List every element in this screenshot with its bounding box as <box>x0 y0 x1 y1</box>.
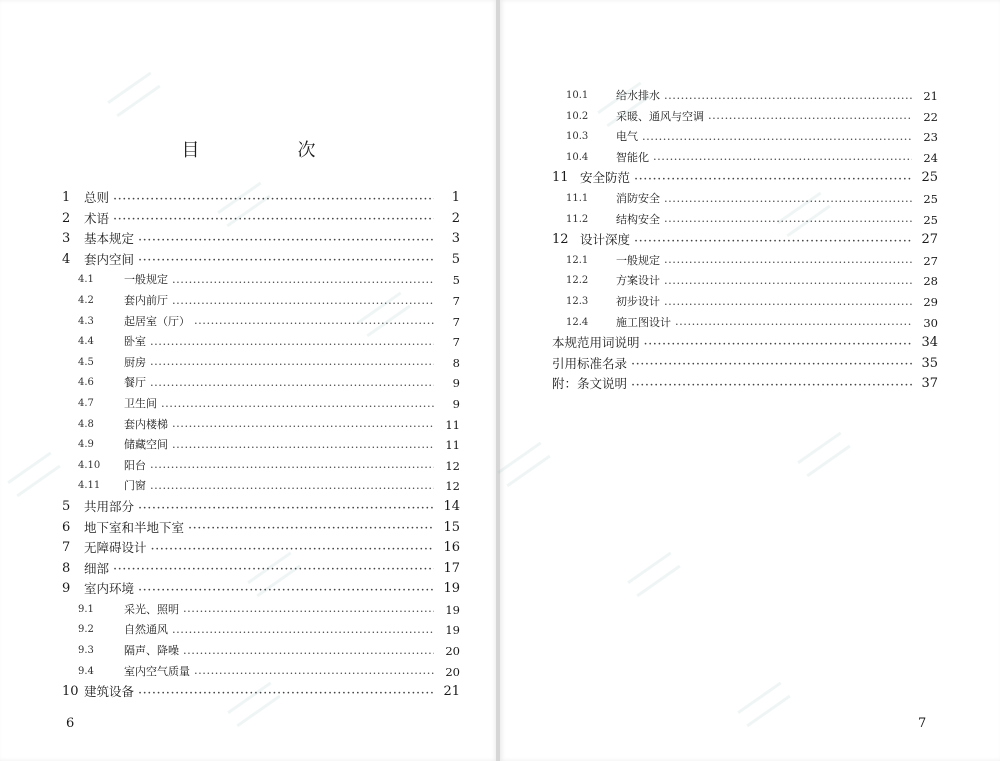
toc-entry[interactable] <box>62 559 460 580</box>
toc-entry-page: 35 <box>921 355 938 371</box>
toc-entry-label: 室内空气质量 <box>124 664 190 678</box>
toc-entry-label: 起居室（厅） <box>124 314 190 328</box>
dot-leader <box>161 397 434 415</box>
toc-entry-label: 卫生间 <box>124 396 157 410</box>
dot-leader <box>631 377 912 395</box>
toc-entry-number: 7 <box>62 540 71 556</box>
toc-entry-number: 4.4 <box>78 336 94 348</box>
toc-entry-number: 11 <box>552 170 569 186</box>
toc-list-right <box>552 86 938 395</box>
toc-entry[interactable] <box>62 497 460 518</box>
dot-leader <box>172 417 434 435</box>
toc-entry-number: 5 <box>62 498 71 514</box>
toc-entry[interactable] <box>62 415 460 436</box>
toc-entry[interactable] <box>62 538 460 559</box>
toc-entry-page: 5 <box>451 251 460 267</box>
toc-entry-number: 4.2 <box>78 294 94 306</box>
toc-entry[interactable] <box>62 332 460 353</box>
toc-entry[interactable] <box>62 270 460 291</box>
toc-entry[interactable] <box>62 682 460 703</box>
toc-entry-label: 细部 <box>84 560 110 576</box>
dot-leader <box>113 211 434 229</box>
dot-leader <box>138 500 434 518</box>
toc-entry-page: 7 <box>452 335 460 350</box>
toc-entry-label: 餐厅 <box>124 376 146 390</box>
toc-entry-number: 3 <box>62 231 71 247</box>
toc-entry[interactable] <box>552 210 938 231</box>
toc-entry-label: 套内空间 <box>84 251 135 267</box>
toc-entry[interactable] <box>552 313 938 334</box>
dot-leader <box>664 295 912 313</box>
toc-entry-page: 11 <box>445 438 460 453</box>
dot-leader <box>172 273 434 291</box>
dot-leader <box>653 150 912 168</box>
toc-entry[interactable] <box>552 292 938 313</box>
toc-entry-label: 采暖、通风与空调 <box>616 109 704 123</box>
toc-entry[interactable] <box>62 620 460 641</box>
toc-entry[interactable] <box>552 251 938 272</box>
toc-entry-label: 设计深度 <box>580 232 631 248</box>
toc-entry[interactable] <box>552 86 938 107</box>
toc-entry-page: 12 <box>445 479 460 494</box>
toc-entry-number: 10.4 <box>566 151 589 163</box>
toc-entry-label: 消防安全 <box>616 191 660 205</box>
toc-entry-label: 施工图设计 <box>616 315 671 329</box>
toc-entry-label: 采光、照明 <box>124 602 179 616</box>
toc-entry[interactable] <box>552 168 938 189</box>
dot-leader <box>172 438 434 456</box>
dot-leader <box>664 274 912 292</box>
toc-entry-page: 21 <box>923 89 938 103</box>
toc-entry[interactable] <box>62 518 460 539</box>
dot-leader <box>172 623 434 641</box>
toc-entry-label: 套内楼梯 <box>124 417 168 431</box>
toc-entry-page: 9 <box>452 396 460 411</box>
toc-entry-page: 8 <box>452 355 460 370</box>
dot-leader <box>138 582 434 600</box>
dot-leader <box>664 212 912 230</box>
dot-leader <box>708 109 912 127</box>
toc-entry-number: 2 <box>62 210 71 226</box>
toc-entry-label: 套内前厅 <box>124 293 168 307</box>
toc-entry-page: 27 <box>923 253 938 268</box>
dot-leader <box>150 335 434 353</box>
dot-leader <box>150 458 434 476</box>
toc-entry-page: 23 <box>923 130 938 145</box>
toc-entry-label: 安全防范 <box>580 170 631 186</box>
dot-leader <box>644 336 912 354</box>
dot-leader <box>150 376 434 394</box>
toc-entry-label: 总则 <box>84 190 110 205</box>
toc-entry-label: 共用部分 <box>84 498 135 514</box>
toc-entry-number: 12.3 <box>566 295 589 307</box>
toc-entry-page: 19 <box>445 602 460 617</box>
dot-leader <box>664 89 912 107</box>
dot-leader <box>634 171 912 189</box>
toc-entry-page: 14 <box>443 498 460 514</box>
toc-entry-page: 27 <box>921 232 938 248</box>
toc-entry-number: 4.3 <box>78 315 94 327</box>
toc-entry[interactable] <box>552 271 938 292</box>
toc-entry-label: 厨房 <box>124 355 146 369</box>
toc-entry[interactable] <box>62 353 460 374</box>
toc-entry-page: 30 <box>923 315 938 330</box>
toc-entry[interactable] <box>552 354 938 375</box>
dot-leader <box>183 602 434 620</box>
toc-entry-number: 4.5 <box>78 356 94 368</box>
dot-leader <box>675 315 912 333</box>
toc-entry[interactable] <box>62 579 460 600</box>
toc-entry-label: 储藏空间 <box>124 438 168 452</box>
toc-entry-page: 7 <box>452 293 460 308</box>
toc-entry-number: 10 <box>62 684 79 700</box>
dot-leader <box>183 644 434 662</box>
dot-leader <box>172 294 434 312</box>
toc-entry-label: 门窗 <box>124 479 146 493</box>
toc-entry-page: 16 <box>443 540 460 556</box>
dot-leader <box>113 561 434 579</box>
toc-entry-label: 附：条文说明 <box>552 376 628 392</box>
dot-leader <box>194 664 434 682</box>
toc-entry-page: 29 <box>923 294 938 309</box>
toc-entry-number: 9.3 <box>78 645 94 657</box>
toc-entry-label: 给水排水 <box>616 89 660 102</box>
toc-entry-number: 4.9 <box>78 439 94 451</box>
toc-entry-number: 4.6 <box>78 377 94 389</box>
toc-entry-number: 11.2 <box>566 213 589 225</box>
toc-entry-number: 1 <box>62 190 71 205</box>
toc-entry-label: 引用标准名录 <box>552 355 628 371</box>
dot-leader <box>188 520 434 538</box>
toc-entry-page: 20 <box>445 644 460 659</box>
toc-entry-page: 17 <box>443 560 460 576</box>
toc-entry-number: 12.1 <box>566 254 589 266</box>
toc-entry-number: 6 <box>62 519 71 535</box>
toc-entry-label: 一般规定 <box>124 273 168 287</box>
toc-entry-label: 本规范用词说明 <box>552 335 640 351</box>
toc-entry[interactable] <box>62 641 460 662</box>
toc-title: 目 次 <box>181 140 356 161</box>
toc-entry-number: 11.1 <box>566 192 589 204</box>
toc-entry-number: 4.10 <box>78 459 101 471</box>
toc-entry[interactable] <box>62 476 460 497</box>
toc-entry-number: 4.1 <box>78 274 94 286</box>
toc-entry[interactable] <box>552 230 938 251</box>
toc-entry[interactable] <box>552 107 938 128</box>
dot-leader <box>138 252 434 270</box>
toc-entry-page: 25 <box>923 191 938 206</box>
toc-entry-page: 12 <box>445 458 460 473</box>
dot-leader <box>642 130 912 148</box>
toc-entry[interactable] <box>62 435 460 456</box>
toc-entry-label: 基本规定 <box>84 231 135 247</box>
toc-entry-label: 初步设计 <box>616 294 660 308</box>
toc-entry-number: 12 <box>552 232 569 248</box>
toc-entry-number: 4.8 <box>78 418 94 430</box>
toc-entry-label: 电气 <box>616 130 638 144</box>
toc-entry[interactable] <box>552 333 938 354</box>
toc-entry-page: 20 <box>445 664 460 679</box>
dot-leader <box>150 355 434 373</box>
toc-entry-number: 4.11 <box>78 480 101 492</box>
toc-entry-label: 建筑设备 <box>84 684 135 700</box>
toc-list-left <box>62 188 460 703</box>
toc-entry-page: 9 <box>452 376 460 391</box>
toc-entry-label: 卧室 <box>124 335 146 349</box>
toc-entry[interactable] <box>62 373 460 394</box>
toc-entry-page: 5 <box>452 273 460 288</box>
toc-entry[interactable] <box>62 662 460 683</box>
toc-entry-page: 24 <box>923 150 938 165</box>
toc-entry-number: 9.2 <box>78 624 94 636</box>
dot-leader <box>150 479 434 497</box>
toc-entry-page: 3 <box>451 231 460 247</box>
toc-entry-page: 19 <box>443 581 460 597</box>
dot-leader <box>664 253 912 271</box>
toc-entry-page: 25 <box>923 212 938 227</box>
toc-entry[interactable] <box>62 291 460 312</box>
toc-entry[interactable] <box>552 374 938 395</box>
toc-entry[interactable] <box>62 229 460 250</box>
toc-entry[interactable] <box>62 312 460 333</box>
toc-entry-number: 12.2 <box>566 275 589 287</box>
toc-entry[interactable] <box>62 600 460 621</box>
toc-entry-label: 隔声、降噪 <box>124 644 179 658</box>
toc-entry[interactable] <box>62 209 460 230</box>
toc-entry[interactable] <box>62 250 460 271</box>
toc-entry-page: 28 <box>923 274 938 289</box>
toc-entry-label: 无障碍设计 <box>84 540 147 556</box>
toc-entry-label: 结构安全 <box>616 212 660 226</box>
page-number-left: 6 <box>66 716 75 731</box>
toc-entry-number: 12.4 <box>566 316 589 328</box>
toc-entry[interactable] <box>62 188 460 209</box>
toc-entry-number: 9 <box>62 581 71 597</box>
toc-entry-number: 8 <box>62 560 71 576</box>
toc-entry[interactable] <box>62 394 460 415</box>
toc-entry-number: 4.7 <box>78 397 94 409</box>
dot-leader <box>664 192 912 210</box>
dot-leader <box>631 356 912 374</box>
toc-entry-label: 室内环境 <box>84 581 135 597</box>
toc-entry-page: 25 <box>921 170 938 186</box>
toc-entry-label: 阳台 <box>124 458 146 472</box>
dot-leader <box>113 191 434 209</box>
toc-entry[interactable] <box>62 456 460 477</box>
toc-entry-page: 2 <box>451 210 460 226</box>
dot-leader <box>194 314 434 332</box>
toc-entry[interactable] <box>552 148 938 169</box>
toc-entry-number: 4 <box>62 251 71 267</box>
toc-entry-page: 37 <box>921 376 938 392</box>
toc-entry-page: 15 <box>443 519 460 535</box>
toc-entry[interactable] <box>552 189 938 210</box>
toc-entry-page: 7 <box>452 314 460 329</box>
toc-entry-number: 9.1 <box>78 603 94 615</box>
toc-entry-page: 21 <box>443 684 460 700</box>
dot-leader <box>138 232 434 250</box>
dot-leader <box>138 685 434 703</box>
toc-entry-number: 10.3 <box>566 131 589 143</box>
toc-entry-label: 地下室和半地下室 <box>84 519 185 535</box>
toc-entry-page: 1 <box>451 190 460 205</box>
dot-leader <box>151 541 434 559</box>
toc-entry-number: 9.4 <box>78 665 94 677</box>
toc-entry-page: 11 <box>445 417 460 432</box>
toc-entry-label: 方案设计 <box>616 274 660 288</box>
toc-entry-label: 术语 <box>84 210 110 226</box>
toc-entry-page: 22 <box>923 109 938 124</box>
toc-entry-page: 19 <box>445 623 460 638</box>
toc-entry-label: 智能化 <box>616 150 649 164</box>
toc-entry-number: 10.1 <box>566 90 589 101</box>
toc-entry-label: 一般规定 <box>616 253 660 267</box>
dot-leader <box>634 233 912 251</box>
toc-entry[interactable] <box>552 127 938 148</box>
toc-entry-label: 自然通风 <box>124 623 168 637</box>
toc-entry-page: 34 <box>921 335 938 351</box>
page-number-right: 7 <box>918 716 927 731</box>
toc-entry-number: 10.2 <box>566 110 589 122</box>
